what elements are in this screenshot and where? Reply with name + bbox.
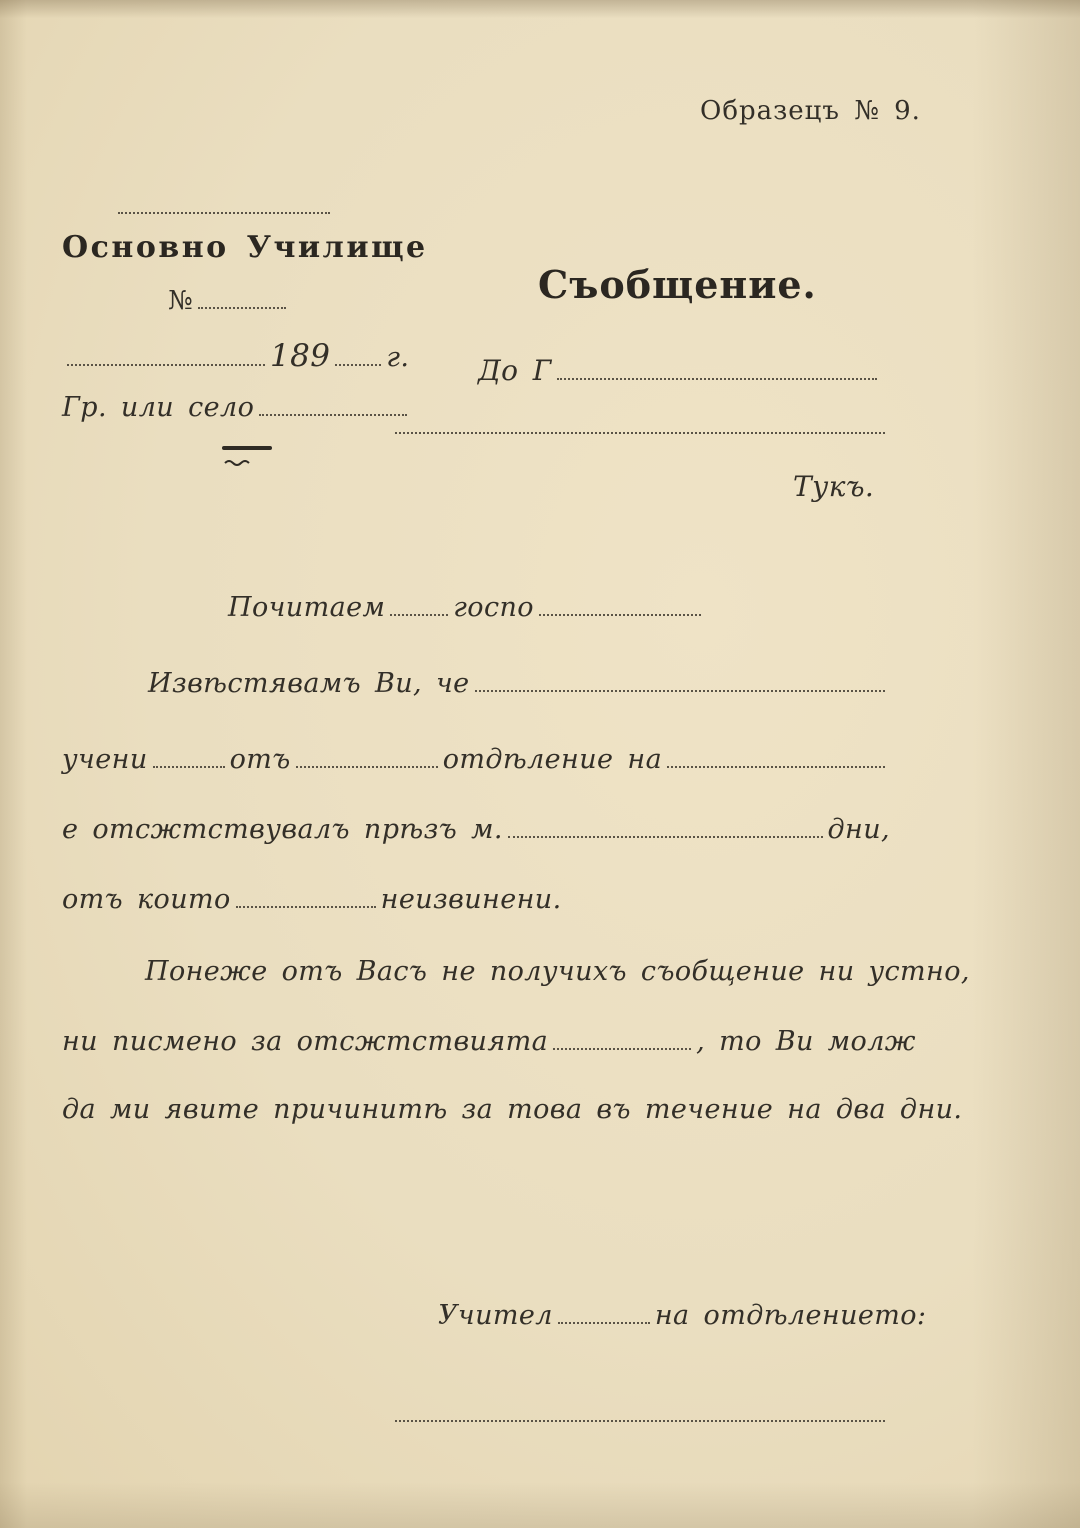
number-blank-dots xyxy=(198,302,286,309)
dash-bar xyxy=(222,446,272,450)
teacher-blank-dots xyxy=(558,1317,650,1324)
header-dotted-rule xyxy=(118,212,330,214)
pupil-label-text: учени xyxy=(62,744,148,775)
para2-line3 xyxy=(62,1094,962,1125)
document-title-text: Съобщение. xyxy=(538,262,817,307)
para2-blank-dots xyxy=(553,1043,691,1050)
year-prefix-text: 189 xyxy=(270,338,331,374)
pupil-blank-dots xyxy=(153,761,225,768)
unexcused-line xyxy=(62,884,562,915)
signature-dotted-rule xyxy=(395,1420,885,1422)
salutation-blank-dots-1 xyxy=(390,609,448,616)
division-suffix-text: на отдѣлението: xyxy=(654,1300,927,1331)
divider-dash xyxy=(222,446,272,468)
recipient-blank-dots xyxy=(557,373,877,380)
unexcused-blank-dots xyxy=(236,901,376,908)
document-title xyxy=(538,262,817,307)
place-label: Гр. или село xyxy=(62,392,255,423)
para2-line1-text: Понеже отъ Васъ не получихъ съобщение ни устно, xyxy=(145,956,970,987)
here-label-line xyxy=(793,470,874,503)
division-label-text: отдѣление на xyxy=(442,744,663,775)
absent-line xyxy=(62,814,890,845)
salutation-line xyxy=(228,592,706,623)
para2-line2-start-text: ни писмено за отсжтствията xyxy=(62,1026,549,1057)
from-label-text: отъ xyxy=(229,744,291,775)
place-field xyxy=(62,392,412,423)
school-name-text: Основно Училище xyxy=(62,230,428,265)
absent-blank-dots xyxy=(508,831,823,838)
notify-line xyxy=(148,668,890,699)
recipient-dotted-rule xyxy=(395,432,885,434)
para2-line1 xyxy=(145,956,970,987)
salutation-blank-dots-2 xyxy=(539,609,701,616)
notify-blank-dots xyxy=(475,685,885,692)
para2-line3-text: да ми явите причинитѣ за това въ течение на два дни. xyxy=(62,1094,963,1125)
of-which-label-text: отъ които xyxy=(62,884,231,915)
from-blank-dots xyxy=(296,761,438,768)
para2-line2 xyxy=(62,1026,916,1057)
notify-line-text: Извѣстявамъ Ви, че xyxy=(148,668,470,699)
recipient-field xyxy=(478,354,882,387)
template-number-text: Образецъ № 9. xyxy=(700,96,921,126)
year-blank-dots xyxy=(335,359,381,366)
document-number-field xyxy=(168,286,291,316)
date-field xyxy=(62,338,409,374)
salutation-part1-text: Почитаем xyxy=(228,592,386,623)
template-number-label xyxy=(700,96,921,126)
squiggle-icon xyxy=(224,458,254,468)
teacher-label-text: Учител xyxy=(438,1300,553,1331)
para2-line2-end-text: , то Ви молж xyxy=(696,1026,916,1057)
here-label-text: Тукъ. xyxy=(793,470,875,503)
division-blank-dots xyxy=(667,761,885,768)
days-label-text: дни, xyxy=(827,814,890,845)
absent-line-text: е отсжтствувалъ прѣзъ м. xyxy=(62,814,503,845)
recipient-label: До Г xyxy=(478,354,552,387)
pupil-division-line xyxy=(62,744,890,775)
place-blank-dots xyxy=(259,409,407,416)
date-blank-dots xyxy=(67,359,265,366)
year-suffix-text: г. xyxy=(386,342,410,373)
school-name-heading xyxy=(62,230,428,265)
signature-caption xyxy=(438,1300,926,1331)
unexcused-label-text: неизвинени. xyxy=(380,884,562,915)
number-label: № xyxy=(168,286,194,316)
salutation-part2-text: госпо xyxy=(453,592,534,623)
